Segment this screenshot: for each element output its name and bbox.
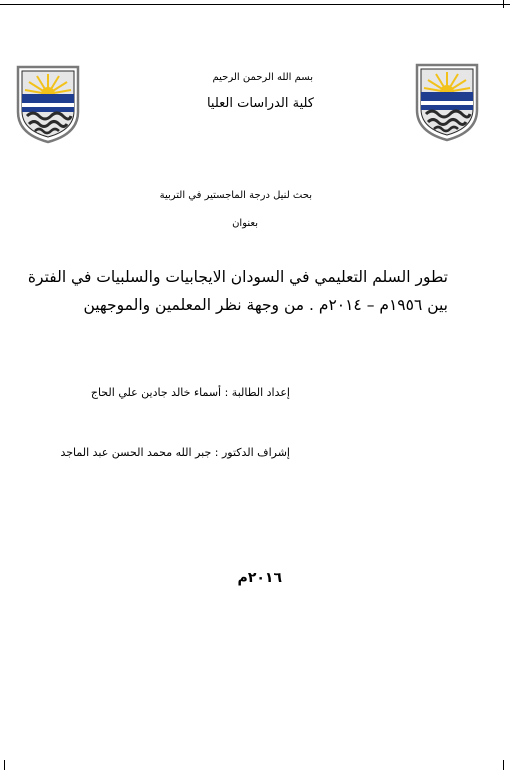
- year-text: ٢٠١٦م: [237, 570, 282, 586]
- page-corner-mark: [503, 760, 504, 770]
- student-credit: إعداد الطالبة : أسماء خالد جادين علي الحاج: [90, 386, 290, 399]
- thesis-title-line-1: تطور السلم التعليمي في السودان الايجابيات والسلبيات في الفترة: [27, 268, 448, 286]
- page-corner-mark: [503, 0, 504, 8]
- basmala-text: بسم الله الرحمن الرحيم: [212, 72, 313, 83]
- faculty-name: كلية الدراسات العليا: [206, 96, 314, 111]
- thesis-title-line-2: بين ١٩٥٦م – ٢٠١٤م . من وجهة نظر المعلمين والموجهين: [83, 296, 448, 314]
- degree-line: بحث لنيل درجة الماجستير في التربية: [159, 190, 312, 201]
- page-corner-mark: [4, 760, 5, 770]
- supervisor-credit: إشراف الدكتور : جبر الله محمد الحسن عبد الماجد: [60, 446, 290, 459]
- titled-label: بعنوان: [232, 218, 258, 229]
- university-logo-right: [414, 62, 480, 142]
- university-logo-left: [15, 64, 81, 144]
- page-border-top: [0, 4, 510, 5]
